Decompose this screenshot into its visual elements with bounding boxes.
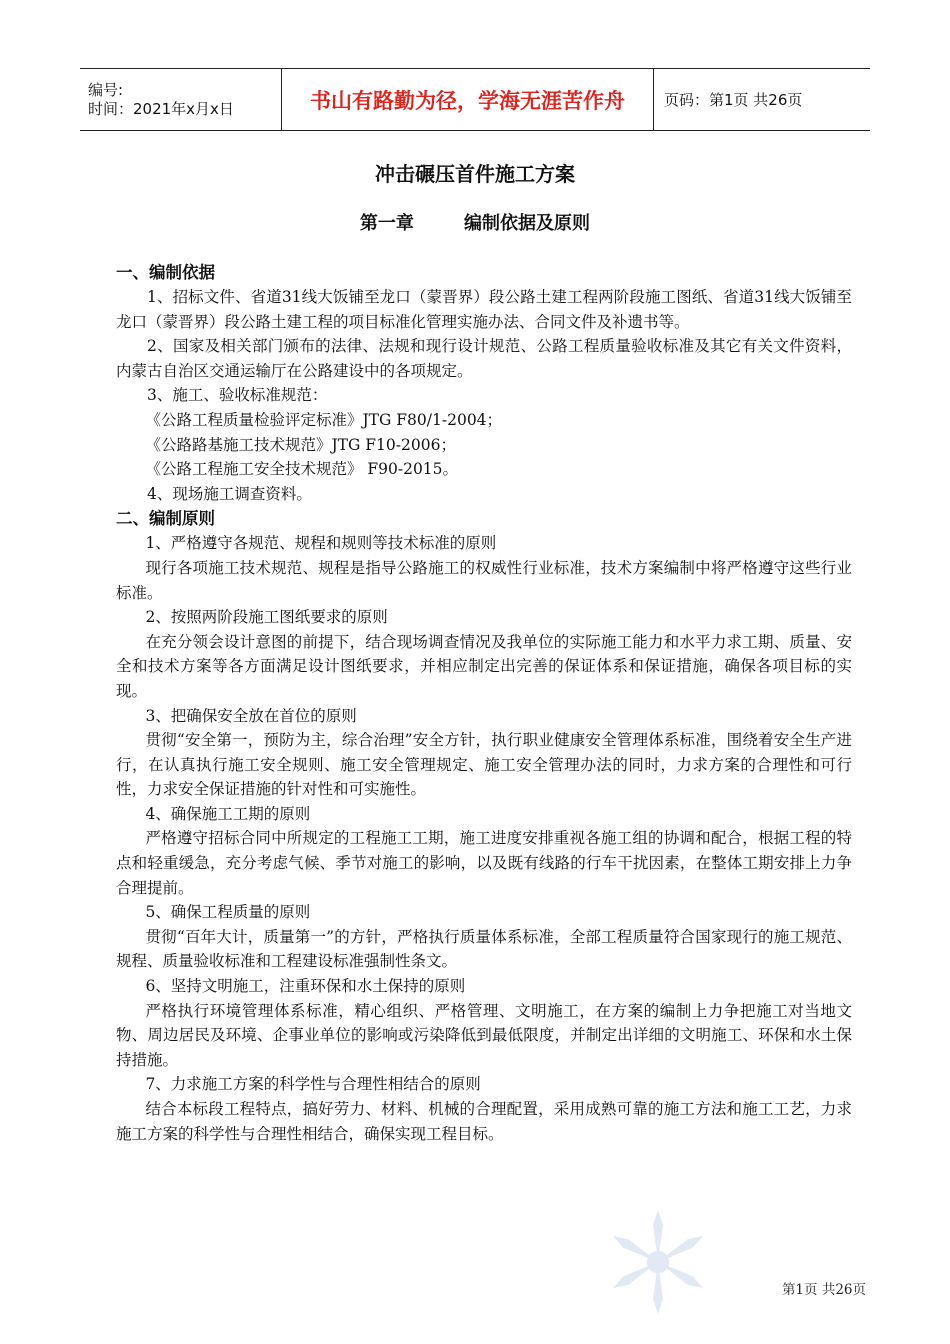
header-meta <box>80 69 282 130</box>
chapter-heading: 第一章 编制依据及原则 <box>359 213 591 234</box>
paragraph: 7、力求施工方案的科学性与合理性相结合的原则 <box>145 1075 481 1094</box>
page-footer: 第1页 共26页 <box>781 1282 866 1298</box>
paragraph: 《公路路基施工技术规范》JTG F10-2006； <box>145 435 456 454</box>
paragraph: 4、现场施工调查资料。 <box>147 484 312 503</box>
document-body <box>116 260 852 1146</box>
document-title: 冲击碾压首件施工方案 <box>375 162 575 186</box>
section-heading: 一、编制依据 <box>116 263 215 282</box>
paragraph: 6、坚持文明施工，注重环保和水土保持的原则 <box>145 977 466 996</box>
paragraph: 《公路工程施工安全技术规范》 F90-2015。 <box>145 460 459 479</box>
document-number-label: 编号: <box>88 80 124 99</box>
section-heading: 二、编制原则 <box>116 509 215 529</box>
header-motto: 书山有路勤为径，学海无涯苦作舟 <box>282 69 654 130</box>
paragraph: 2、按照两阶段施工图纸要求的原则 <box>145 608 388 627</box>
document-time-label: 时间：2021年x月x日 <box>88 99 234 118</box>
paragraph: 1、招标文件、省道31线大饭铺至龙口（蒙晋界）段公路土建工程两阶段施工图纸、省道31线大饭铺至龙口（蒙晋界）段公路土建工程的项目标准化管理实施办法、合同文件及补遗书等。 <box>116 288 852 331</box>
paragraph: 贯彻“安全第一，预防为主，综合治理”安全方针，执行职业健康安全管理体系标准，围绕着安全生产进行，在认真执行施工安全规则、施工安全管理规定、施工安全管理办法的同时，力求方案的合理性和可行性，力求安全保证措施的针对性和可实施性。 <box>116 731 852 799</box>
paragraph: 严格遵守招标合同中所规定的工程施工工期，施工进度安排重视各施工组的协调和配合，根据工程的特点和轻重缓急，充分考虑气候、季节对施工的影响，以及既有线路的行车干扰因素，在整体工期安排上力争合理提前。 <box>116 829 852 897</box>
paragraph: 现行各项施工技术规范、规程是指导公路施工的权威性行业标准，技术方案编制中将严格遵守这些行业标准。 <box>116 558 852 602</box>
paragraph: 严格执行环境管理体系标准，精心组织、严格管理、文明施工，在方案的编制上力争把施工对当地文物、周边居民及环境、企事业单位的影响或污染降低到最低限度，并制定出详细的文明施工、环保和水土保持措施。 <box>116 1001 852 1069</box>
paragraph: 1、严格遵守各规范、规程和规则等技术标准的原则 <box>145 534 497 553</box>
header-page-number: 页码：第1页 共26页 <box>664 91 803 109</box>
paragraph: 3、把确保安全放在首位的原则 <box>145 706 357 725</box>
paragraph: 2、国家及相关部门颁布的法律、法规和现行设计规范、公路工程质量验收标准及其它有关文件资料，内蒙古自治区交通运输厅在公路建设中的各项规定。 <box>116 337 852 380</box>
paragraph: 结合本标段工程特点，搞好劳力、材料、机械的合理配置，采用成熟可靠的施工方法和施工工艺，力求施工方案的科学性与合理性相结合，确保实现工程目标。 <box>116 1100 852 1143</box>
paragraph: 在充分领会设计意图的前提下，结合现场调查情况及我单位的实际施工能力和水平力求工期、质量、安全和技术方案等各方面满足设计图纸要求，并相应制定出完善的保证体系和保证措施，确保各项目标的实现。 <box>116 632 852 700</box>
paragraph: 贯彻“百年大计，质量第一”的方针，严格执行质量体系标准，全部工程质量符合国家现行的施工规范、规程、质量验收标准和工程建设标准强制性条文。 <box>116 927 852 971</box>
paragraph: 《公路工程质量检验评定标准》JTG F80/1-2004； <box>145 410 503 429</box>
paragraph: 5、确保工程质量的原则 <box>145 903 311 922</box>
page-header <box>80 68 870 131</box>
paragraph: 3、施工、验收标准规范： <box>147 386 328 405</box>
snowflake-watermark-icon <box>596 1200 720 1324</box>
paragraph: 4、确保施工工期的原则 <box>145 804 311 823</box>
